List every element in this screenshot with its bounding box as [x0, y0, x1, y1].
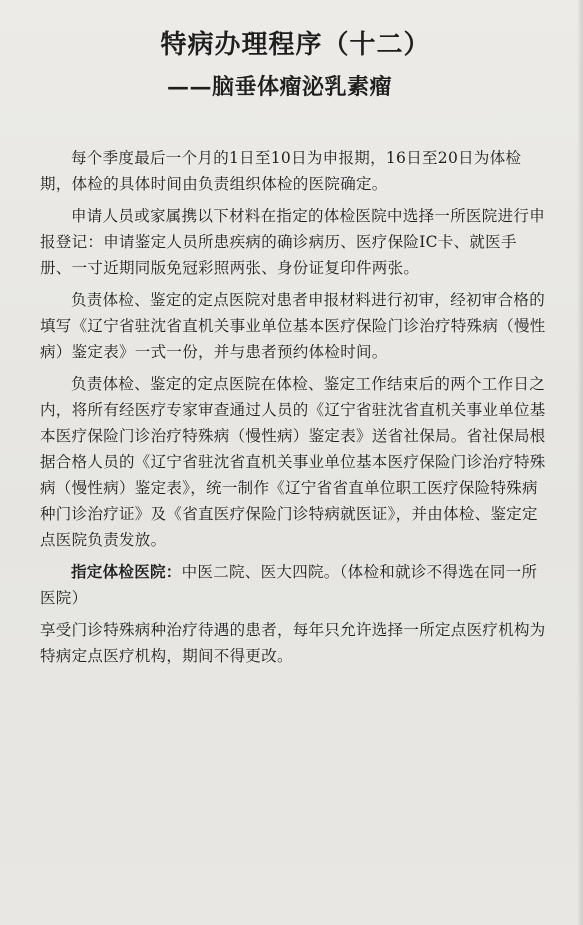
paragraph-text: 每个季度最后一个月的1日至10日为申报期，16日至20日为体检期，体检的具体时间由负责组织体检的医院确定。 — [40, 149, 522, 193]
page-edge-shadow — [577, 0, 583, 925]
paragraph-text: 负责体检、鉴定的定点医院对患者申报材料进行初审，经初审合格的填写《辽宁省驻沈省直机关事业单位基本医疗保险门诊治疗特殊病（慢性病）鉴定表》一式一份，并与患者预约体检时间。 — [40, 291, 546, 361]
page-title: 特病办理程序（十二） — [160, 30, 431, 60]
paragraph-required-materials — [40, 203, 547, 281]
paragraph-treatment-restriction — [40, 617, 547, 669]
paragraph-text: 负责体检、鉴定的定点医院在体检、鉴定工作结束后的两个工作日之内，将所有经医疗专家审查通过人员的《辽宁省驻沈省直机关事业单位基本医疗保险门诊治疗特殊病（慢性病）鉴定表》送省社保局。省社保局根据合格人员的《辽宁省驻沈省直机关事业单位基本医疗保险门诊治疗特殊病（慢性病）鉴定表》，统一制作《辽宁省省直单位职工医疗保险特殊病种门诊治疗证》及《省直医疗保险门诊特病就医证》，并由体检、鉴定定点医院负责发放。 — [40, 375, 546, 549]
paragraph-designated-hospitals — [40, 559, 547, 611]
paragraph-text: 中医二院、医大四院。（体检和就诊不得选在同一所医院） — [40, 563, 538, 607]
paragraph-submission-and-certificates — [40, 371, 547, 553]
paragraph-initial-review — [40, 287, 547, 365]
paragraph-text: 享受门诊特殊病种治疗待遇的患者，每年只允许选择一所定点医疗机构为特病定点医疗机构，期间不得更改。 — [40, 621, 546, 665]
page-subtitle: ——脑垂体瘤泌乳素瘤 — [167, 74, 393, 100]
designated-hospitals-label: 指定体检医院： — [71, 562, 182, 581]
paragraph-reporting-period — [40, 145, 547, 197]
document-body — [40, 145, 547, 669]
paragraph-text: 申请人员或家属携以下材料在指定的体检医院中选择一所医院进行申报登记：申请鉴定人员所患疾病的确诊病历、医疗保险IC卡、就医手册、一寸近期同版免冠彩照两张、身份证复印件两张。 — [40, 207, 546, 277]
